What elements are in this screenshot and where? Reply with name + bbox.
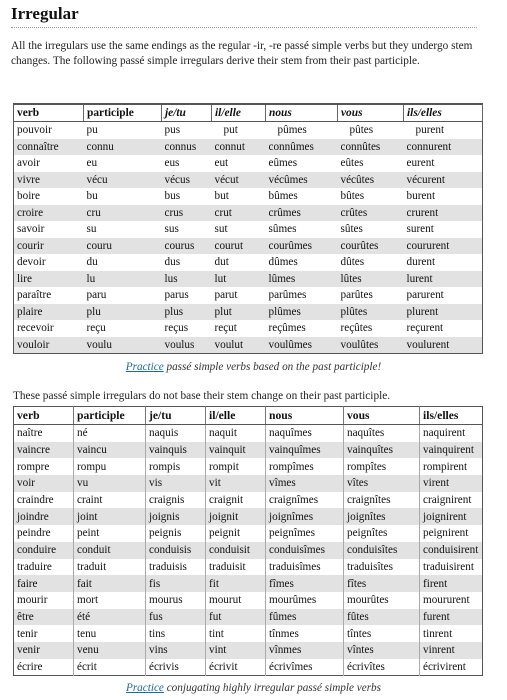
cell-ils-elles: peignirent — [423, 527, 469, 540]
cell-participle: été — [74, 609, 146, 626]
cell-il-elle: peignit — [206, 525, 266, 542]
cell-il-elle: parut — [214, 289, 238, 302]
cell-nous: reçûmes — [268, 322, 306, 335]
col-header-vous: vous — [338, 104, 404, 122]
cell-ils-elles: parurent — [406, 289, 444, 302]
cell-nous: écrivîmes — [266, 659, 344, 676]
cell-il-elle: joignit — [206, 508, 266, 525]
cell-vous: plûtes — [338, 304, 404, 321]
cell-nous: joignîmes — [266, 508, 344, 525]
cell-ils-elles: vainquirent — [420, 442, 483, 459]
cell-il-elle: plut — [212, 304, 266, 321]
table-row — [14, 271, 483, 288]
cell-je-tu: vécus — [162, 172, 212, 189]
cell-vous: crûtes — [338, 205, 404, 222]
cell-ils-elles: rompirent — [423, 460, 468, 473]
cell-je-tu: tins — [146, 625, 206, 642]
cell-verb: tenir — [14, 625, 74, 642]
cell-vous: voulûtes — [338, 337, 404, 354]
cell-participle: peint — [74, 525, 146, 542]
cell-nous: dûmes — [268, 256, 298, 269]
cell-ils-elles: naquirent — [423, 427, 466, 440]
cell-participle: fait — [74, 575, 146, 592]
cell-verb: conduire — [14, 542, 74, 559]
cell-verb: voir — [14, 475, 74, 492]
cell-je-tu: crus — [162, 205, 212, 222]
cell-nous: voulûmes — [266, 337, 338, 354]
cell-nous: vainquîmes — [266, 442, 344, 459]
cell-verb: paraître — [17, 289, 52, 302]
cell-verb: courir — [14, 238, 84, 255]
cell-participle: rompu — [74, 458, 146, 475]
table-row — [14, 155, 483, 172]
cell-nous: parûmes — [268, 289, 307, 302]
cell-vous: fîtes — [344, 575, 420, 592]
cell-verb: être — [14, 609, 74, 626]
col-header-participle: participle — [84, 104, 162, 122]
practice-caption-2 — [0, 682, 507, 694]
table-row — [14, 238, 483, 255]
cell-vous: rompîtes — [344, 458, 420, 475]
cell-je-tu: vins — [146, 642, 206, 659]
cell-participle: paru — [86, 289, 107, 302]
cell-verb: rompre — [14, 458, 74, 475]
cell-ils-elles: crurent — [404, 205, 483, 222]
cell-participle: né — [74, 425, 146, 442]
cell-ils-elles: plurent — [404, 304, 483, 321]
cell-il-elle: écrivit — [206, 659, 266, 676]
cell-nous: pûmes — [277, 124, 307, 137]
cell-nous: traduisîmes — [266, 559, 344, 576]
col-header-il-elle: il/elle — [212, 104, 266, 122]
cell-participle: tenu — [74, 625, 146, 642]
cell-nous: crûmes — [266, 205, 338, 222]
cell-ils-elles: conduisirent — [420, 542, 483, 559]
participle-irregulars-table — [13, 103, 483, 354]
cell-nous: rompîmes — [266, 458, 344, 475]
cell-verb: croire — [14, 205, 84, 222]
cell-verb: mourir — [14, 592, 74, 609]
col-header-il-elle: il/elle — [206, 407, 266, 425]
cell-il-elle: lut — [212, 271, 266, 288]
cell-je-tu: eus — [164, 157, 180, 170]
col-header-ils-elles: ils/elles — [404, 104, 483, 122]
table-row — [14, 542, 483, 559]
caption-text: passé simple verbs based on the past participle! — [163, 361, 382, 373]
table-row — [14, 625, 483, 642]
cell-il-elle: naquit — [206, 425, 266, 442]
intro-paragraph: All the irregulars use the same endings as the regular -ir, -re passé simple verbs but they undergo stem changes. The following passé simple irregulars derive their stem from their past participle. — [11, 40, 473, 67]
table-row — [14, 508, 483, 525]
cell-verb: devoir — [17, 256, 46, 269]
cell-participle: plu — [84, 304, 162, 321]
cell-vous: vîntes — [344, 642, 420, 659]
caption-text: conjugating highly irregular passé simple verbs — [163, 682, 381, 694]
cell-nous: courûmes — [266, 238, 338, 255]
cell-ils-elles: surent — [406, 223, 434, 236]
cell-participle: conduit — [74, 542, 146, 559]
cell-participle: su — [86, 223, 97, 236]
cell-nous: naquîmes — [266, 425, 344, 442]
cell-verb: pouvoir — [17, 124, 52, 137]
cell-vous: eûtes — [340, 157, 364, 170]
cell-je-tu: reçus — [164, 322, 189, 335]
cell-il-elle: crut — [212, 205, 266, 222]
cell-verb: connaître — [14, 139, 84, 156]
cell-vous: craignîtes — [344, 492, 420, 509]
table-row — [14, 122, 483, 139]
cell-il-elle: voulut — [212, 337, 266, 354]
cell-ils-elles: vécurent — [404, 172, 483, 189]
cell-ils-elles: craignirent — [423, 494, 472, 507]
cell-nous: tînmes — [266, 625, 344, 642]
cell-verb: écrire — [14, 659, 74, 676]
cell-je-tu: fus — [146, 609, 206, 626]
table-row — [14, 320, 483, 337]
table-header-row — [14, 407, 483, 425]
cell-participle: cru — [84, 205, 162, 222]
cell-il-elle: conduisit — [206, 542, 266, 559]
cell-participle: du — [86, 256, 98, 269]
cell-il-elle: vint — [206, 642, 266, 659]
cell-je-tu: courus — [162, 238, 212, 255]
cell-je-tu: vainquis — [146, 442, 206, 459]
cell-vous: vainquîtes — [344, 442, 420, 459]
cell-il-elle: vécut — [212, 172, 266, 189]
cell-je-tu: voulus — [162, 337, 212, 354]
cell-ils-elles: virent — [420, 475, 483, 492]
practice-link-2[interactable]: Practice — [125, 682, 164, 694]
cell-participle: écrit — [74, 659, 146, 676]
table-row — [14, 205, 483, 222]
cell-je-tu: bus — [164, 190, 181, 203]
cell-participle: connu — [84, 139, 162, 156]
cell-ils-elles: reçurent — [406, 322, 444, 335]
cell-verb: recevoir — [17, 322, 54, 335]
practice-caption-1 — [0, 361, 507, 373]
cell-ils-elles: durent — [406, 256, 436, 269]
cell-je-tu: conduisis — [146, 542, 206, 559]
cell-vous: mourûtes — [344, 592, 420, 609]
cell-il-elle: craignit — [206, 492, 266, 509]
cell-ils-elles: purent — [415, 124, 445, 137]
second-table-intro: These passé simple irregulars do not base their stem change on their past participle. — [13, 390, 391, 402]
cell-je-tu: pus — [164, 124, 181, 137]
cell-participle: vécu — [84, 172, 162, 189]
cell-participle: voulu — [84, 337, 162, 354]
cell-vous: sûtes — [340, 223, 363, 236]
cell-vous: connûtes — [338, 139, 404, 156]
cell-ils-elles: lurent — [404, 271, 483, 288]
cell-il-elle: tint — [206, 625, 266, 642]
cell-nous: eûmes — [268, 157, 298, 170]
cell-ils-elles: moururent — [423, 594, 470, 607]
cell-il-elle: reçut — [214, 322, 237, 335]
cell-verb: faire — [14, 575, 74, 592]
cell-vous: parûtes — [340, 289, 373, 302]
table-row — [14, 559, 483, 576]
cell-participle: vaincu — [74, 442, 146, 459]
cell-nous: conduisîmes — [266, 542, 344, 559]
table-row — [14, 139, 483, 156]
cell-je-tu: joignis — [146, 508, 206, 525]
cell-vous: traduisîtes — [344, 559, 420, 576]
cell-il-elle: eut — [214, 157, 229, 170]
cell-participle: venu — [74, 642, 146, 659]
cell-nous: craignîmes — [266, 492, 344, 509]
table-row — [14, 525, 483, 542]
cell-je-tu: lus — [162, 271, 212, 288]
cell-il-elle: mourut — [206, 592, 266, 609]
cell-il-elle: vainquit — [206, 442, 266, 459]
cell-je-tu: craignis — [146, 492, 206, 509]
cell-nous: mourûmes — [266, 592, 344, 609]
cell-je-tu: mourus — [146, 592, 206, 609]
cell-participle: craint — [74, 492, 146, 509]
cell-nous: fîmes — [266, 575, 344, 592]
cell-verb: savoir — [17, 223, 45, 236]
table-row — [14, 492, 483, 509]
cell-nous: plûmes — [266, 304, 338, 321]
cell-il-elle: dut — [214, 256, 229, 269]
cell-participle: bu — [86, 190, 98, 203]
table-row — [14, 304, 483, 321]
cell-verb: vouloir — [14, 337, 84, 354]
practice-link-1[interactable]: Practice — [125, 361, 164, 373]
cell-nous: connûmes — [266, 139, 338, 156]
cell-je-tu: parus — [164, 289, 189, 302]
col-header-participle: participle — [74, 407, 146, 425]
table-row — [14, 592, 483, 609]
cell-verb: craindre — [14, 492, 74, 509]
table-row — [14, 254, 483, 271]
cell-je-tu: connus — [162, 139, 212, 156]
cell-participle: reçu — [86, 322, 106, 335]
section-heading: Irregular — [11, 4, 477, 28]
cell-je-tu: rompis — [146, 458, 206, 475]
cell-il-elle: vit — [206, 475, 266, 492]
cell-vous: courûtes — [338, 238, 404, 255]
cell-ils-elles: connurent — [404, 139, 483, 156]
cell-verb: avoir — [17, 157, 40, 170]
cell-je-tu: écrivis — [146, 659, 206, 676]
table-row — [14, 609, 483, 626]
cell-ils-elles: traduisirent — [423, 560, 474, 573]
cell-verb: peindre — [14, 525, 74, 542]
cell-ils-elles: eurent — [406, 157, 435, 170]
cell-vous: dûtes — [340, 256, 365, 269]
cell-participle: eu — [86, 157, 98, 170]
table-row — [14, 475, 483, 492]
table-row — [14, 221, 483, 238]
col-header-nous: nous — [266, 104, 338, 122]
table-row — [14, 642, 483, 659]
cell-vous: conduisîtes — [344, 542, 420, 559]
cell-verb: venir — [14, 642, 74, 659]
non-participle-irregulars-table — [13, 406, 483, 676]
table-row — [14, 425, 483, 442]
table-row — [14, 458, 483, 475]
cell-verb: lire — [14, 271, 84, 288]
cell-nous: peignîmes — [266, 525, 344, 542]
cell-nous: lûmes — [266, 271, 338, 288]
cell-nous: vécûmes — [266, 172, 338, 189]
cell-ils-elles: firent — [420, 575, 483, 592]
cell-vous: tîntes — [344, 625, 420, 642]
cell-nous: fûmes — [266, 609, 344, 626]
cell-vous: joignîtes — [344, 508, 420, 525]
cell-je-tu: sus — [164, 223, 179, 236]
cell-vous: vîtes — [344, 475, 420, 492]
cell-ils-elles: joignirent — [420, 508, 483, 525]
cell-participle: traduit — [74, 559, 146, 576]
cell-il-elle: rompit — [206, 458, 266, 475]
cell-verb: vaincre — [14, 442, 74, 459]
cell-il-elle: traduisit — [206, 559, 266, 576]
cell-vous: naquîtes — [344, 425, 420, 442]
cell-verb: naître — [14, 425, 74, 442]
table-row — [14, 659, 483, 676]
cell-vous: peignîtes — [344, 525, 420, 542]
cell-vous: écrivîtes — [344, 659, 420, 676]
cell-verb: joindre — [14, 508, 74, 525]
col-header-vous: vous — [344, 407, 420, 425]
table-row — [14, 172, 483, 189]
cell-nous: vînmes — [266, 642, 344, 659]
cell-participle: lu — [84, 271, 162, 288]
cell-il-elle: put — [223, 124, 238, 137]
cell-ils-elles: coururent — [404, 238, 483, 255]
cell-vous: bûtes — [340, 190, 365, 203]
cell-verb: vivre — [14, 172, 84, 189]
cell-ils-elles: vinrent — [420, 642, 483, 659]
cell-il-elle: courut — [212, 238, 266, 255]
cell-je-tu: vis — [146, 475, 206, 492]
cell-vous: pûtes — [349, 124, 374, 137]
cell-verb: traduire — [14, 559, 74, 576]
table-row — [14, 188, 483, 205]
cell-je-tu: peignis — [146, 525, 206, 542]
cell-il-elle: connut — [212, 139, 266, 156]
table-row — [14, 442, 483, 459]
col-header-nous: nous — [266, 407, 344, 425]
cell-ils-elles: burent — [406, 190, 436, 203]
cell-vous: lûtes — [338, 271, 404, 288]
cell-nous: bûmes — [268, 190, 298, 203]
table-row — [14, 575, 483, 592]
cell-je-tu: dus — [164, 256, 181, 269]
cell-participle: pu — [86, 124, 98, 137]
cell-ils-elles: écrivirent — [423, 660, 466, 673]
cell-il-elle: but — [214, 190, 229, 203]
cell-il-elle: fut — [206, 609, 266, 626]
cell-je-tu: naquis — [146, 425, 206, 442]
cell-ils-elles: tinrent — [423, 627, 453, 640]
cell-ils-elles: voulurent — [404, 337, 483, 354]
col-header-je-tu: je/tu — [146, 407, 206, 425]
cell-participle: joint — [74, 508, 146, 525]
cell-vous: fûtes — [344, 609, 420, 626]
col-header-je-tu: je/tu — [162, 104, 212, 122]
cell-je-tu: fis — [146, 575, 206, 592]
table-header-row — [14, 104, 483, 122]
cell-nous: sûmes — [268, 223, 297, 236]
cell-vous: vécûtes — [338, 172, 404, 189]
table-row — [14, 287, 483, 304]
cell-participle: couru — [84, 238, 162, 255]
cell-verb: plaire — [14, 304, 84, 321]
cell-vous: reçûtes — [340, 322, 373, 335]
cell-participle: mort — [74, 592, 146, 609]
cell-ils-elles: furent — [420, 609, 483, 626]
cell-participle: vu — [74, 475, 146, 492]
cell-verb: boire — [17, 190, 40, 203]
col-header-verb: verb — [14, 104, 84, 122]
table-row — [14, 337, 483, 354]
col-header-verb: verb — [14, 407, 74, 425]
cell-il-elle: sut — [214, 223, 228, 236]
cell-je-tu: plus — [162, 304, 212, 321]
cell-nous: vîmes — [266, 475, 344, 492]
cell-je-tu: traduisis — [146, 559, 206, 576]
col-header-ils-elles: ils/elles — [420, 407, 483, 425]
cell-il-elle: fit — [206, 575, 266, 592]
